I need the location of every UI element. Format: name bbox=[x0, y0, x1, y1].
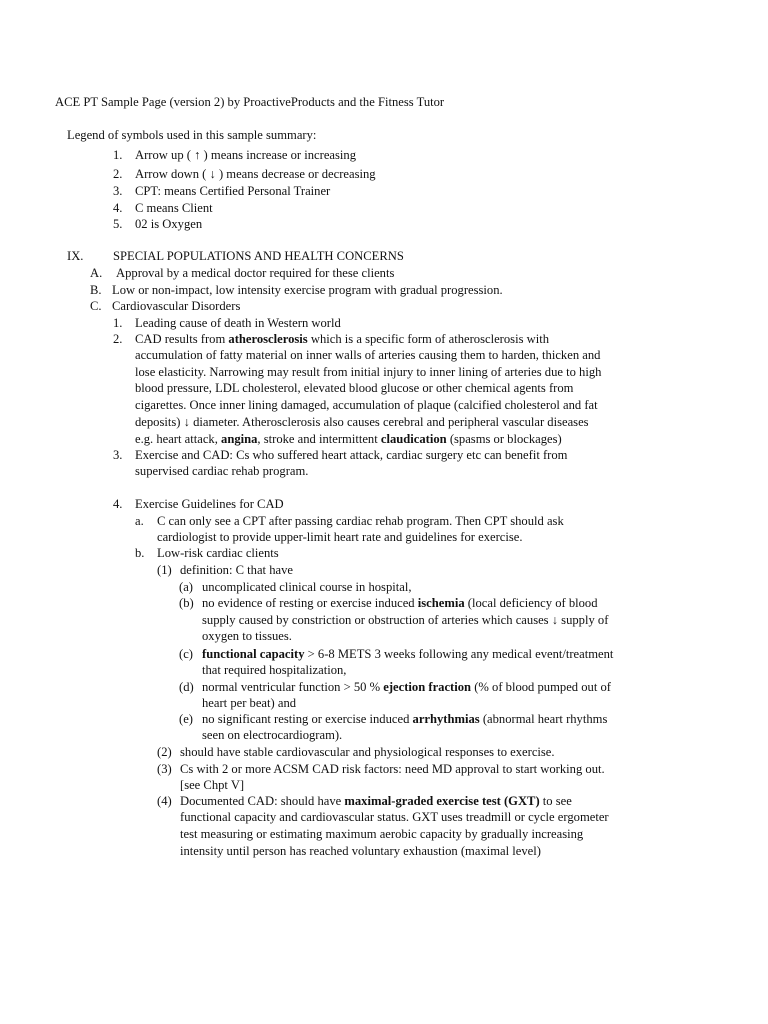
outline-item: definition: C that have bbox=[180, 563, 293, 577]
paragraph-line: seen on electrocardiogram). bbox=[202, 728, 343, 742]
list-number: 4. bbox=[113, 497, 123, 511]
paragraph-line: [see Chpt V] bbox=[180, 778, 245, 792]
paragraph-line: lose elasticity. Narrowing may result from initial injury to inner lining of arteries due to high bbox=[135, 365, 602, 379]
list-number: 1. bbox=[113, 316, 123, 330]
section-number: IX. bbox=[67, 249, 84, 263]
outline-item: Leading cause of death in Western world bbox=[135, 316, 341, 330]
list-number: (e) bbox=[179, 712, 193, 726]
legend-item: CPT: means Certified Personal Trainer bbox=[135, 184, 331, 198]
list-number: (1) bbox=[157, 563, 172, 577]
outline-item: uncomplicated clinical course in hospital, bbox=[202, 580, 412, 594]
list-number: 2. bbox=[113, 332, 123, 346]
outline-item: Approval by a medical doctor required for these clients bbox=[116, 266, 395, 280]
outline-letter: A. bbox=[90, 266, 103, 280]
outline-item: Low-risk cardiac clients bbox=[157, 546, 279, 560]
outline-item: Exercise Guidelines for CAD bbox=[135, 497, 284, 511]
term-claudication: claudication bbox=[380, 432, 447, 446]
list-number: 5. bbox=[113, 217, 123, 231]
paragraph-line: supervised cardiac rehab program. bbox=[135, 464, 309, 478]
outline-letter: b. bbox=[135, 546, 145, 560]
outline-letter: a. bbox=[135, 514, 144, 528]
paragraph-line: heart per beat) and bbox=[202, 696, 297, 710]
list-number: 3. bbox=[113, 448, 123, 462]
outline-letter: B. bbox=[90, 283, 102, 297]
list-number: 3. bbox=[113, 184, 123, 198]
legend-item: Arrow down ( ↓ ) means decrease or decreasing bbox=[135, 167, 376, 181]
paragraph-line: normal ventricular function > 50 % ejection fraction (% of blood pumped out of bbox=[202, 680, 611, 694]
paragraph-line: e.g. heart attack, angina, stroke and intermittent claudication (spasms or blockages) bbox=[135, 432, 562, 446]
paragraph-line: functional capacity > 6-8 METS 3 weeks following any medical event/treatment bbox=[202, 647, 614, 661]
legend-item: C means Client bbox=[135, 201, 213, 215]
paragraph-line: CAD results from atherosclerosis which is a specific form of atherosclerosis with bbox=[135, 332, 550, 346]
page-title: ACE PT Sample Page (version 2) by ProactiveProducts and the Fitness Tutor bbox=[55, 95, 445, 109]
term-functional-capacity: functional capacity bbox=[202, 647, 305, 661]
term-gxt: maximal-graded exercise test (GXT) bbox=[344, 794, 540, 808]
list-number: (3) bbox=[157, 762, 172, 776]
list-number: (2) bbox=[157, 745, 172, 759]
paragraph-line: no evidence of resting or exercise induced ischemia (local deficiency of blood bbox=[202, 596, 598, 610]
legend-item: Arrow up ( ↑ ) means increase or increasing bbox=[135, 148, 357, 162]
term-angina: angina bbox=[221, 432, 258, 446]
term-atherosclerosis: atherosclerosis bbox=[228, 332, 308, 346]
paragraph-line: no significant resting or exercise induced arrhythmias (abnormal heart rhythms bbox=[202, 712, 608, 726]
paragraph-line: oxygen to tissues. bbox=[202, 629, 292, 643]
legend-item: 02 is Oxygen bbox=[135, 217, 203, 231]
outline-item: should have stable cardiovascular and physiological responses to exercise. bbox=[180, 745, 555, 759]
paragraph-line: accumulation of fatty material on inner walls of arteries causing them to harden, thicken and bbox=[135, 348, 601, 362]
paragraph-line: intensity until person has reached voluntary exhaustion (maximal level) bbox=[180, 844, 541, 858]
paragraph-line: cardiologist to provide upper-limit heart rate and guidelines for exercise. bbox=[157, 530, 523, 544]
paragraph-line: Exercise and CAD: Cs who suffered heart attack, cardiac surgery etc can benefit from bbox=[135, 448, 568, 462]
term-ejection-fraction: ejection fraction bbox=[383, 680, 472, 694]
paragraph-line: Cs with 2 or more ACSM CAD risk factors: need MD approval to start working out. bbox=[180, 762, 605, 776]
term-arrhythmias: arrhythmias bbox=[412, 712, 480, 726]
list-number: (c) bbox=[179, 647, 193, 661]
legend-heading: Legend of symbols used in this sample summary: bbox=[67, 128, 317, 142]
list-number: 2. bbox=[113, 167, 123, 181]
list-number: (d) bbox=[179, 680, 194, 694]
section-title: SPECIAL POPULATIONS AND HEALTH CONCERNS bbox=[113, 249, 404, 263]
list-number: (b) bbox=[179, 596, 194, 610]
list-number: 4. bbox=[113, 201, 123, 215]
list-number: (a) bbox=[179, 580, 193, 594]
term-ischemia: ischemia bbox=[417, 596, 465, 610]
paragraph-line: that required hospitalization, bbox=[202, 663, 347, 677]
paragraph-line: Documented CAD: should have maximal-graded exercise test (GXT) to see bbox=[180, 794, 572, 808]
paragraph-line: C can only see a CPT after passing cardiac rehab program. Then CPT should ask bbox=[157, 514, 564, 528]
outline-letter: C. bbox=[90, 299, 102, 313]
paragraph-line: functional capacity and cardiovascular status. GXT uses treadmill or cycle ergometer bbox=[180, 810, 609, 824]
outline-item: Cardiovascular Disorders bbox=[112, 299, 241, 313]
list-number: (4) bbox=[157, 794, 172, 808]
paragraph-line: supply caused by constriction or obstruction of arteries which causes ↓ supply of bbox=[202, 613, 609, 627]
paragraph-line: cigarettes. Once inner lining damaged, accumulation of plaque (calcified cholesterol and fat bbox=[135, 398, 598, 412]
list-number: 1. bbox=[113, 148, 123, 162]
paragraph-line: test measuring or estimating maximum aerobic capacity by gradually increasing bbox=[180, 827, 584, 841]
outline-item: Low or non-impact, low intensity exercise program with gradual progression. bbox=[112, 283, 503, 297]
paragraph-line: blood pressure, LDL cholesterol, elevated blood glucose or other chemical agents from bbox=[135, 381, 574, 395]
paragraph-line: deposits) ↓ diameter. Atherosclerosis also causes cerebral and peripheral vascular diseases bbox=[135, 415, 589, 429]
